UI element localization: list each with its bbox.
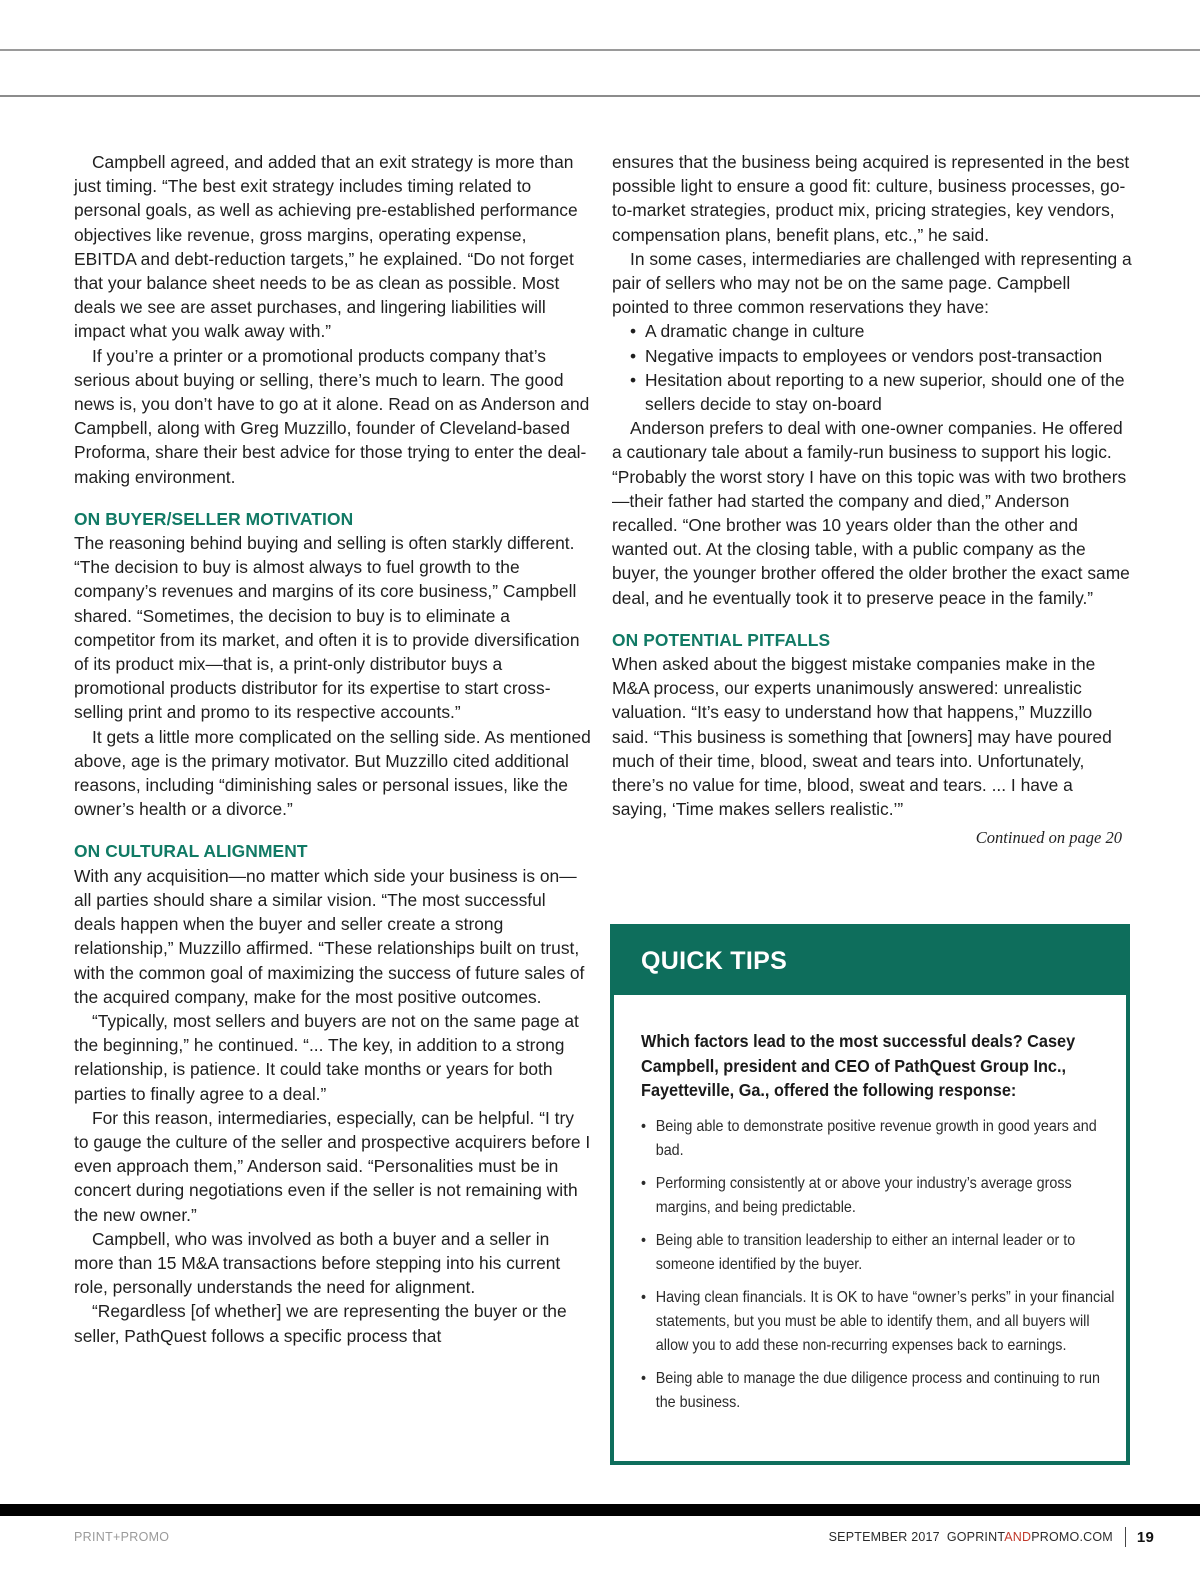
paragraph: “Regardless [of whether] we are representing the buyer or the seller, PathQuest follows a specific process that	[74, 1301, 567, 1346]
footer-divider	[1125, 1527, 1126, 1547]
list-item: • Hesitation about reporting to a new superior, should one of the sellers decide to stay on-board	[612, 368, 1132, 416]
reservations-list	[612, 319, 1132, 416]
paragraph: In some cases, intermediaries are challenged with representing a pair of sellers who may not be on the same page. Campbell pointed to three common reservations they have:	[612, 248, 1132, 318]
quick-tips-list	[641, 1115, 1115, 1415]
website-url: GOPRINTANDPROMO.COM	[946, 1530, 1113, 1544]
paragraph: With any acquisition—no matter which side your business is on—all parties should share a similar vision. “The most successful deals happen when the buyer and seller create a strong relationship,” Muzzillo affirmed. “These relationships built on trust, with the common goal of maximizing the success of future sales of the acquired company, make for the most positive outcomes.	[74, 865, 585, 1007]
paragraph: Anderson prefers to deal with one-owner companies. He offered a cautionary tale about a family-run business to support his logic. “Probably the worst story I have on this topic was with two brothers—their father had started the company and died,” Anderson recalled. “One brother was 10 years older than the other and wanted out. At the closing table, with a public company as the buyer, the younger brother offered the older brother the exact same deal, and he eventually took it to preserve peace in the family.”	[612, 418, 1130, 608]
tip-item: • Being able to transition leadership to either an internal leader or to someone identified by the buyer.	[641, 1229, 1120, 1277]
paragraph: “Typically, most sellers and buyers are not on the same page at the beginning,” he continued. “... The key, in addition to a strong relationship, is patience. It could take months or years for both parties to finally agree to a deal.”	[74, 1010, 579, 1104]
footer-info	[829, 1527, 1154, 1547]
paragraph: For this reason, intermediaries, especially, can be helpful. “I try to gauge the culture of the seller and prospective acquirers before I even approach them,” Anderson said. “Personalities must be in concert during negotiations even if the seller is not remaining with the new owner.”	[74, 1107, 591, 1225]
tip-item: • Being able to manage the due diligence process and continuing to run the business.	[641, 1367, 1120, 1415]
paragraph: It gets a little more complicated on the selling side. As mentioned above, age is the primary motivator. But Muzzillo cited additional reasons, including “diminishing sales or personal issues, like the owner’s health or a divorce.”	[74, 726, 591, 820]
tip-item: • Being able to demonstrate positive revenue growth in good years and bad.	[641, 1115, 1120, 1163]
right-column	[612, 150, 1132, 849]
list-item: • A dramatic change in culture	[612, 319, 1132, 343]
paragraph: The reasoning behind buying and selling is often starkly different. “The decision to buy is almost always to fuel growth to the company’s revenues and margins of its core business,” Campbell shared. “Sometimes, the decision to buy is to eliminate a competitor from its market, and often it is to provide diversification of its product mix—that is, a print-only distributor buys a promotional products distributor for its expertise to start cross-selling print and promo to its respective accounts.”	[74, 533, 580, 723]
paragraph: When asked about the biggest mistake companies make in the M&A process, our experts unanimously answered: unrealistic valuation. “It’s easy to understand how that happens,” Muzzillo said. “This business is something that [owners] may have poured much of their time, blood, sweat and tears into. Unfortunately, there’s no value for time, blood, sweat and tears. ... I have a saying, ‘Time makes sellers realistic.’”	[612, 654, 1112, 820]
tip-item: • Having clean financials. It is OK to have “owner’s perks” in your financial statements, but you must be able to identify them, and all buyers will allow you to add these non-recurring expenses back to earnings.	[641, 1286, 1120, 1358]
quick-tips-intro: Which factors lead to the most successful deals? Casey Campbell, president and CEO of PathQuest Group Inc., Fayetteville, Ga., offered the following response:	[641, 1031, 1076, 1100]
paragraph: If you’re a printer or a promotional products company that’s serious about buying or selling, there’s much to learn. The good news is, you don’t have to go at it alone. Read on as Anderson and Campbell, along with Greg Muzzillo, founder of Cleveland-based Proforma, share their best advice for those trying to enter the deal-making environment.	[74, 345, 590, 487]
list-item: • Negative impacts to employees or vendors post-transaction	[612, 344, 1132, 368]
header-rule	[0, 95, 1200, 97]
paragraph: Campbell agreed, and added that an exit strategy is more than just timing. “The best exit strategy includes timing related to personal goals, as well as achieving pre-established performance objectives like revenue, gross margins, operating expense, EBITDA and debt-reduction targets,” he explained. “Do not forget that your balance sheet needs to be as clean as possible. Most deals we see are asset purchases, and lingering liabilities will impact what you walk away with.”	[74, 152, 578, 342]
quick-tips-box	[610, 924, 1130, 1465]
page-number: 19	[1136, 1528, 1154, 1546]
section-heading-cultural-alignment: ON CULTURAL ALIGNMENT	[74, 841, 308, 862]
paragraph: ensures that the business being acquired is represented in the best possible light to ensure a good fit: culture, business processes, go-to-market strategies, product mix, pricing strategies, key vendors, compensation plans, benefit plans, etc.,” he said.	[612, 152, 1130, 245]
footer-bar	[0, 1504, 1200, 1516]
left-column	[74, 150, 592, 1348]
tip-item: • Performing consistently at or above your industry’s average gross margins, and being predictable.	[641, 1172, 1120, 1220]
paragraph: Campbell, who was involved as both a buyer and a seller in more than 15 M&A transactions before stepping into his current role, personally understands the need for alignment.	[74, 1228, 561, 1298]
publication-name: PRINT+PROMO	[74, 1530, 170, 1544]
issue-date: SEPTEMBER 2017	[828, 1530, 940, 1544]
section-heading-pitfalls: ON POTENTIAL PITFALLS	[612, 629, 831, 650]
top-rule	[0, 49, 1200, 51]
section-heading-motivation: ON BUYER/SELLER MOTIVATION	[74, 508, 354, 529]
continued-note: Continued on page 20	[975, 828, 1122, 848]
quick-tips-title: QUICK TIPS	[614, 928, 1126, 995]
